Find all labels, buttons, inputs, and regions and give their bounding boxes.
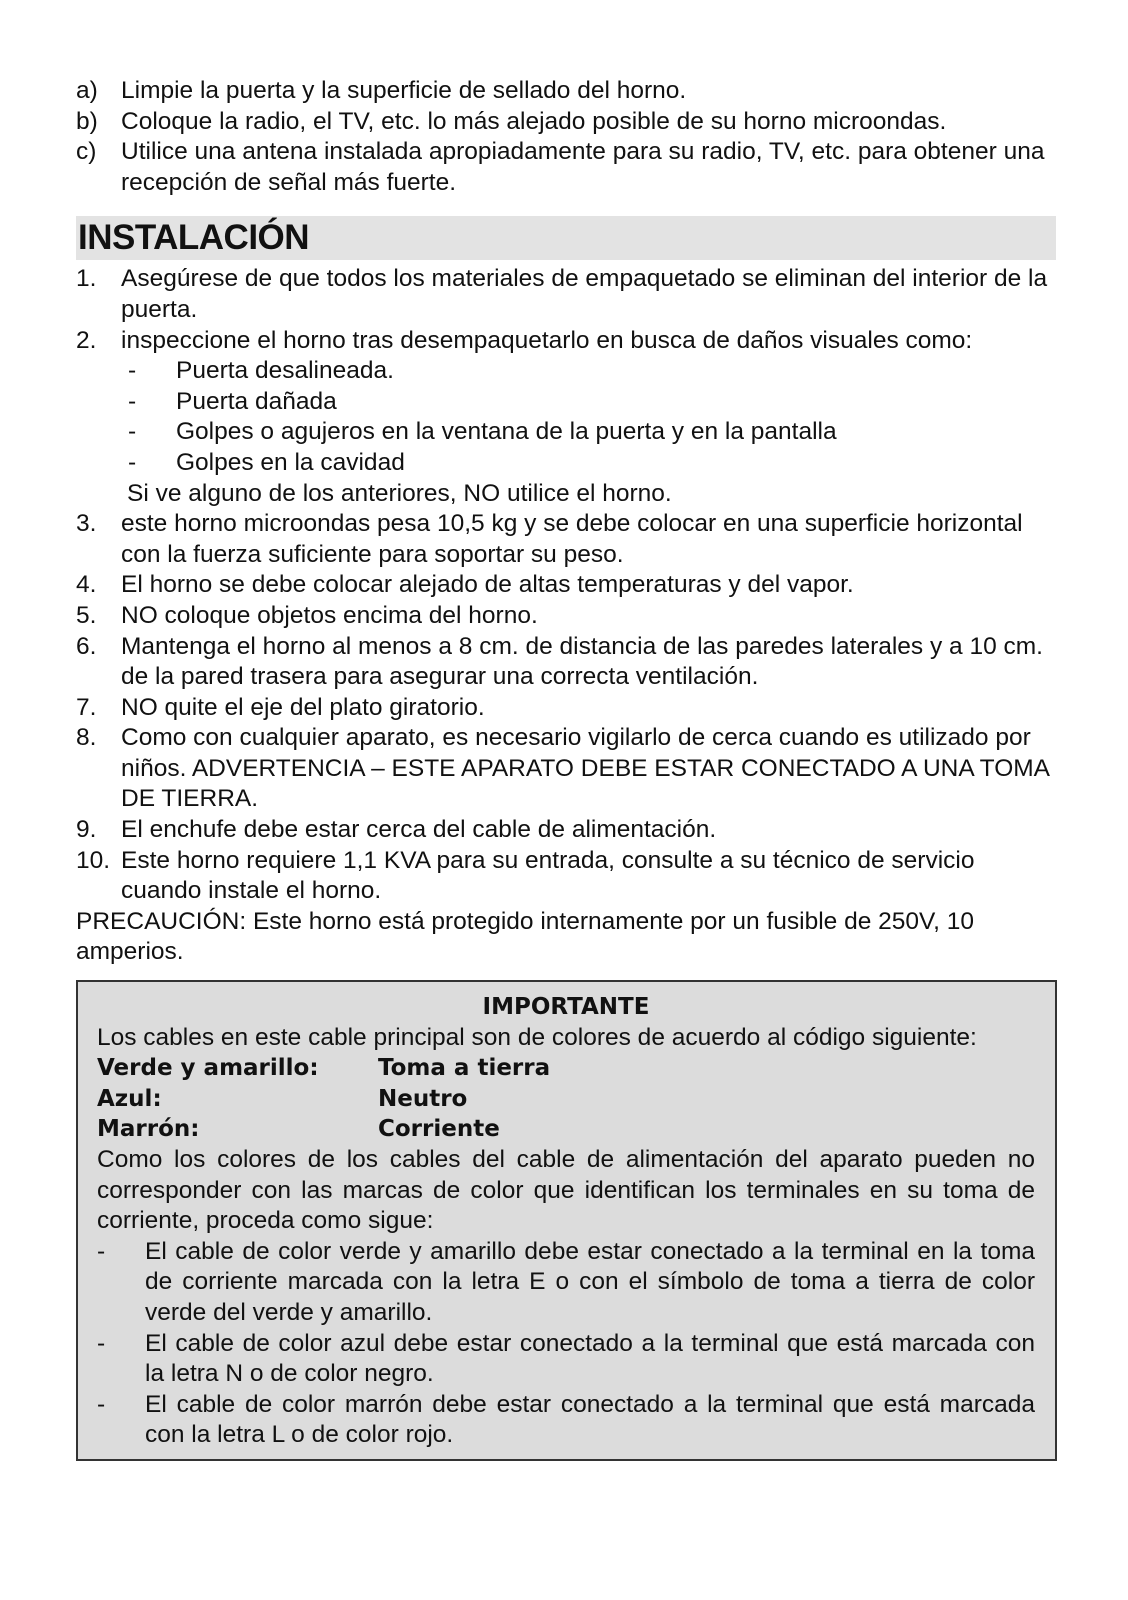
step-item (76, 509, 1056, 570)
subitem-text: Puerta desalineada. (176, 357, 394, 385)
step-number: 2. (76, 326, 97, 354)
item-text: Utilice una antena instalada apropiadamente para su radio, TV, etc. para obtener una recepción de señal más fuerte. (121, 138, 1045, 196)
important-intro: Los cables en este cable principal son de colores de acuerdo al código siguiente: (97, 1023, 977, 1051)
important-paragraph: Como los colores de los cables del cable de alimentación del aparato pueden no corresponder con las marcas de color que identifican los terminales en su toma de corriente, proceda como sigue: (97, 1146, 1035, 1235)
caution-text: PRECAUCIÓN: Este horno está protegido internamente por un fusible de 250V, 10 amperios. (76, 907, 974, 966)
step-text: El enchufe debe estar cerca del cable de alimentación. (121, 816, 717, 844)
step-text: Este horno requiere 1,1 KVA para su entrada, consulte a su técnico de servicio cuando instale el horno. (121, 846, 975, 905)
step-number: 4. (76, 571, 97, 599)
wire-meaning: Neutro (378, 1085, 468, 1112)
item-marker: c) (76, 138, 97, 166)
item-marker: b) (76, 107, 98, 135)
step-number: 10. (76, 846, 111, 874)
wire-color: Verde y amarillo: (97, 1055, 319, 1082)
step-text: NO coloque objetos encima del horno. (121, 601, 538, 629)
subitem-text: Puerta dañada (176, 387, 337, 415)
bullet-text: El cable de color marrón debe estar conectado a la terminal que está marcada con la letra L o de color rojo. (145, 1390, 1035, 1449)
step-text: Como con cualquier aparato, es necesario vigilarlo de cerca cuando es utilizado por niños. ADVERTENCIA – ESTE APARATO DEBE ESTAR CONECTADO A UNA TOMA DE TIERRA. (121, 724, 1049, 813)
step-number: 5. (76, 601, 97, 629)
step-number: 9. (76, 816, 97, 844)
color-code-row (97, 1084, 1035, 1115)
step-item (76, 632, 1056, 693)
list-item (76, 107, 1056, 138)
subitem-text: Golpes o agujeros en la ventana de la puerta y en la pantalla (176, 418, 837, 446)
list-item (76, 76, 1056, 107)
damage-subitem (76, 448, 1056, 479)
section-heading: INSTALACIÓN (76, 216, 1056, 260)
dash-marker: - (97, 1390, 106, 1418)
intro-list (76, 76, 1056, 198)
wire-color: Azul: (97, 1085, 162, 1112)
dash-marker: - (97, 1329, 106, 1357)
installation-steps (76, 264, 1056, 906)
step-item (76, 601, 1056, 632)
dash-marker: - (128, 357, 137, 385)
step-number: 1. (76, 265, 97, 293)
step-number: 3. (76, 510, 97, 538)
damage-subitem (76, 356, 1056, 387)
subitem-text: Golpes en la cavidad (176, 448, 405, 476)
dash-marker: - (128, 387, 137, 415)
step-text: NO quite el eje del plato giratorio. (121, 693, 485, 721)
step-item (76, 570, 1056, 601)
color-code-row (97, 1053, 1035, 1084)
step-text: inspeccione el horno tras desempaquetarlo en busca de daños visuales como: (121, 326, 973, 354)
item-text: Limpie la puerta y la superficie de sellado del horno. (121, 77, 687, 104)
step-item (76, 723, 1056, 815)
bullet-text: El cable de color azul debe estar conectado a la terminal que está marcada con la letra N o de color negro. (145, 1329, 1035, 1388)
step-item (76, 326, 1056, 357)
damage-subitem (76, 387, 1056, 418)
step-item (76, 693, 1056, 724)
wire-meaning: Corriente (378, 1116, 500, 1143)
important-box (76, 980, 1057, 1461)
step-number: 6. (76, 632, 97, 660)
list-item (76, 137, 1056, 198)
step-item (76, 815, 1056, 846)
step-text: El horno se debe colocar alejado de altas temperaturas y del vapor. (121, 571, 854, 599)
damage-note: Si ve alguno de los anteriores, NO utilice el horno. (127, 479, 672, 507)
dash-marker: - (128, 448, 137, 476)
step-item (76, 264, 1056, 325)
item-marker: a) (76, 77, 98, 104)
color-code-row (97, 1114, 1035, 1145)
wire-color: Marrón: (97, 1116, 200, 1143)
important-title: IMPORTANTE (482, 994, 650, 1021)
step-item (76, 846, 1056, 907)
wiring-bullet (97, 1329, 1035, 1390)
step-number: 7. (76, 693, 97, 721)
step-text: Asegúrese de que todos los materiales de empaquetado se eliminan del interior de la puerta. (121, 265, 1048, 323)
manual-page (76, 76, 1056, 1461)
step-text: Mantenga el horno al menos a 8 cm. de distancia de las paredes laterales y a 10 cm. de la pared trasera para asegurar una correcta ventilación. (121, 632, 1043, 691)
item-text: Coloque la radio, el TV, etc. lo más alejado posible de su horno microondas. (121, 107, 947, 135)
step-text: este horno microondas pesa 10,5 kg y se debe colocar en una superficie horizontal con la fuerza suficiente para soportar su peso. (121, 510, 1023, 568)
dash-marker: - (97, 1237, 106, 1265)
bullet-text: El cable de color verde y amarillo debe estar conectado a la terminal en la toma de corriente marcada con la letra E o con el símbolo de toma a tierra de color verde del verde y amarillo. (145, 1237, 1035, 1326)
wire-meaning: Toma a tierra (378, 1055, 551, 1082)
damage-subitem (76, 417, 1056, 448)
wiring-bullet (97, 1237, 1035, 1329)
step-number: 8. (76, 724, 97, 752)
wiring-bullet (97, 1390, 1035, 1451)
dash-marker: - (128, 418, 137, 446)
